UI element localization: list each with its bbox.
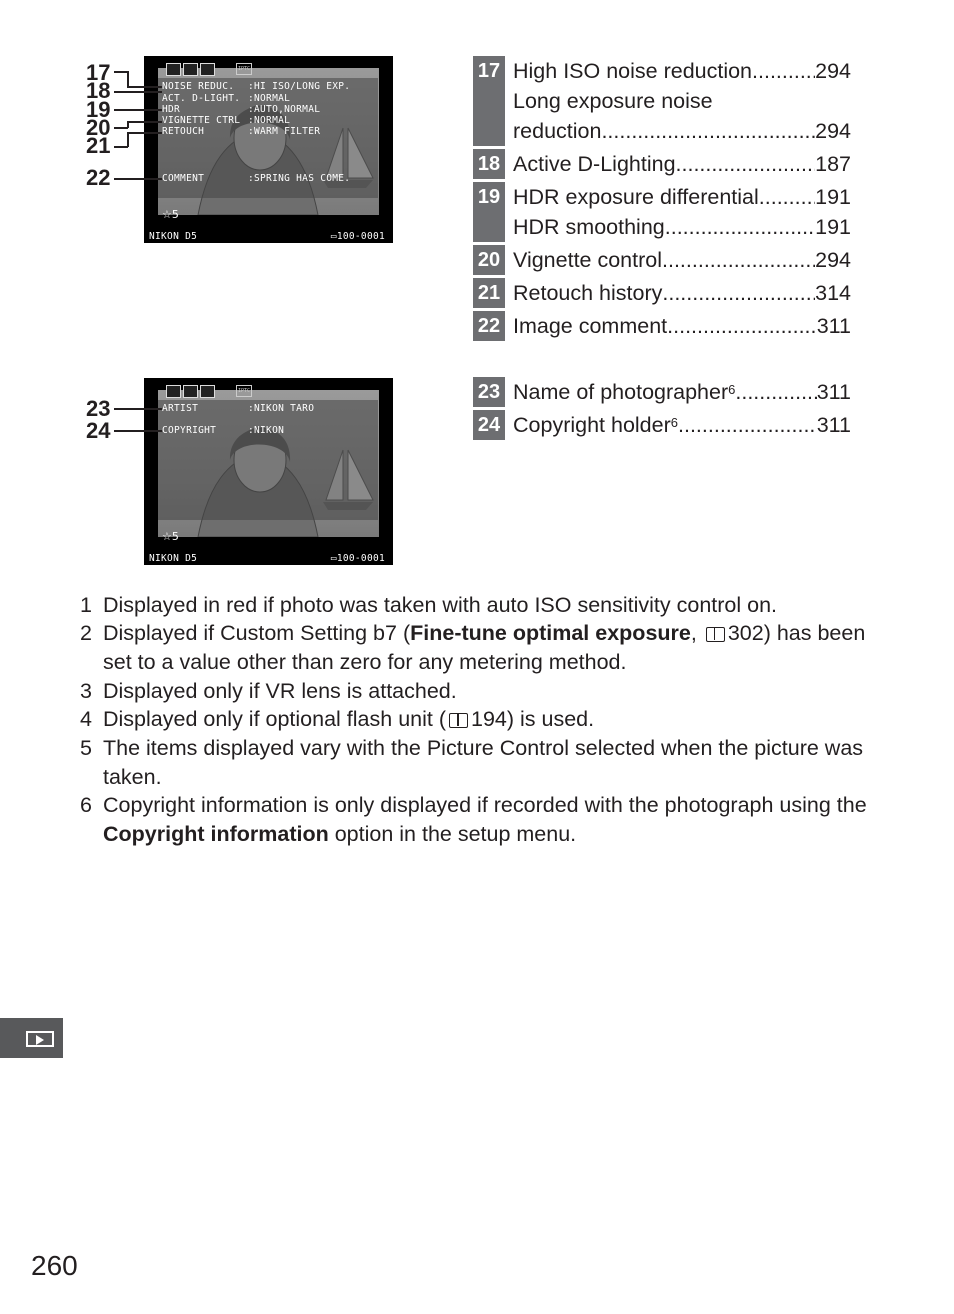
leader-22: [114, 178, 162, 180]
leader-21a: [114, 146, 128, 148]
callout-20: 20: [86, 115, 111, 140]
entry-20: Vignette control ..... 294: [513, 245, 851, 275]
camera-model: NIKON D5: [149, 230, 198, 242]
entry-17-line2: Long exposure noise: [513, 89, 713, 113]
leader-17a: [114, 71, 128, 73]
act-dlight-label: ACT. D-LIGHT.: [162, 93, 241, 104]
badge-22: 22: [473, 311, 505, 341]
badge-24: 24: [473, 410, 505, 440]
file-number-text-2: 100-0001: [336, 552, 385, 564]
playback-tab: [0, 1018, 63, 1058]
callout-19: 19: [86, 97, 111, 122]
book-icon: [449, 713, 468, 728]
leader-24: [114, 430, 162, 432]
note-2: 2 Displayed if Custom Setting b7 (Fine-tune optimal exposure, 302) has been set to a value other than zero for any metering method.: [80, 621, 866, 674]
callout-24: 24: [86, 418, 111, 443]
leader-21b: [127, 132, 129, 147]
note-1: 1 Displayed in red if photo was taken with auto ISO sensitivity control on.: [80, 593, 778, 617]
comment-label: COMMENT: [162, 173, 205, 184]
noise-reduc-label: NOISE REDUC.: [162, 81, 235, 92]
file-number-text: 100-0001: [336, 230, 385, 242]
rating-2: ☆5: [162, 530, 179, 543]
protect-icon: [166, 385, 181, 398]
leader-17c: [127, 86, 162, 88]
rating: ☆5: [162, 208, 179, 221]
vignette-value: :NORMAL: [248, 115, 291, 126]
copyright-label: COPYRIGHT: [162, 425, 217, 436]
artist-value: :NIKON TARO: [248, 403, 315, 414]
info-screen-1: [144, 56, 393, 243]
badge-18: 18: [473, 149, 505, 179]
hdr-value: :AUTO,NORMAL: [248, 104, 321, 115]
callout-23: 23: [86, 396, 111, 421]
leader-20a: [114, 127, 128, 129]
file-number-2: ▭100-0001: [330, 552, 385, 564]
act-dlight-value: :NORMAL: [248, 93, 291, 104]
iptc-icon: IPTC: [236, 385, 252, 397]
note-4: 4 Displayed only if optional flash unit ( 194) is used.: [80, 707, 595, 731]
key-icon: [183, 385, 198, 398]
entry-19-line1: HDR exposure differential ..... 191: [513, 182, 851, 212]
noise-reduc-value: :HI ISO/LONG EXP.: [248, 81, 351, 92]
callout-18: 18: [86, 78, 111, 103]
note-5: 5 The items displayed vary with the Picture Control selected when the picture was taken.: [80, 736, 864, 789]
note-6: 6 Copyright information is only displayed if recorded with the photograph using the Copyright information option in the setup menu.: [80, 793, 867, 846]
badge-20: 20: [473, 245, 505, 275]
entry-18: Active D-Lighting ..... 187: [513, 149, 851, 179]
leader-17b: [127, 71, 129, 87]
callout-21: 21: [86, 133, 111, 158]
iptc-icon: IPTC: [236, 63, 252, 75]
status-icons-2: [166, 385, 215, 397]
book-icon: [706, 627, 725, 642]
badge-21: 21: [473, 278, 505, 308]
info-screen-2: [144, 378, 393, 565]
comment-value: :SPRING HAS COME.: [248, 173, 351, 184]
copyright-value: :NIKON: [248, 425, 285, 436]
hdr-label: HDR: [162, 104, 181, 115]
leader-20c: [127, 121, 162, 123]
entry-22: Image comment ..... 311: [513, 311, 851, 341]
badge-19: 19: [473, 182, 505, 242]
note-3: 3 Displayed only if VR lens is attached.: [80, 679, 457, 703]
vignette-label: VIGNETTE CTRL: [162, 115, 241, 126]
playback-icon: [26, 1031, 54, 1047]
entry-23: Name of photographer$^6$ ..... 311: [513, 377, 851, 407]
entry-17-line3: reduction ..... 294: [513, 116, 851, 146]
entry-19-line2: HDR smoothing ..... 191: [513, 212, 851, 242]
page-number: 260: [31, 1250, 78, 1281]
retouch-label: RETOUCH: [162, 126, 205, 137]
entry-21: Retouch history ..... 314: [513, 278, 851, 308]
callout-17: 17: [86, 60, 111, 85]
status-icons: [166, 63, 215, 75]
key-icon: [183, 63, 198, 76]
camera-model-2: NIKON D5: [149, 552, 198, 564]
file-number: ▭100-0001: [330, 230, 385, 242]
check-icon: [200, 63, 215, 76]
badge-17: 17: [473, 56, 505, 146]
leader-21c: [127, 132, 162, 134]
entry-24: Copyright holder$^6$ ..... 311: [513, 410, 851, 440]
entry-17-line1: High ISO noise reduction ..... 294: [513, 56, 851, 86]
badge-23: 23: [473, 377, 505, 407]
leader-23: [114, 408, 162, 410]
callout-22: 22: [86, 165, 111, 190]
protect-icon: [166, 63, 181, 76]
retouch-value: :WARM FILTER: [248, 126, 321, 137]
leader-18: [114, 91, 162, 93]
leader-19: [114, 109, 162, 111]
info-overlay-2: [158, 400, 378, 520]
artist-label: ARTIST: [162, 403, 199, 414]
check-icon: [200, 385, 215, 398]
